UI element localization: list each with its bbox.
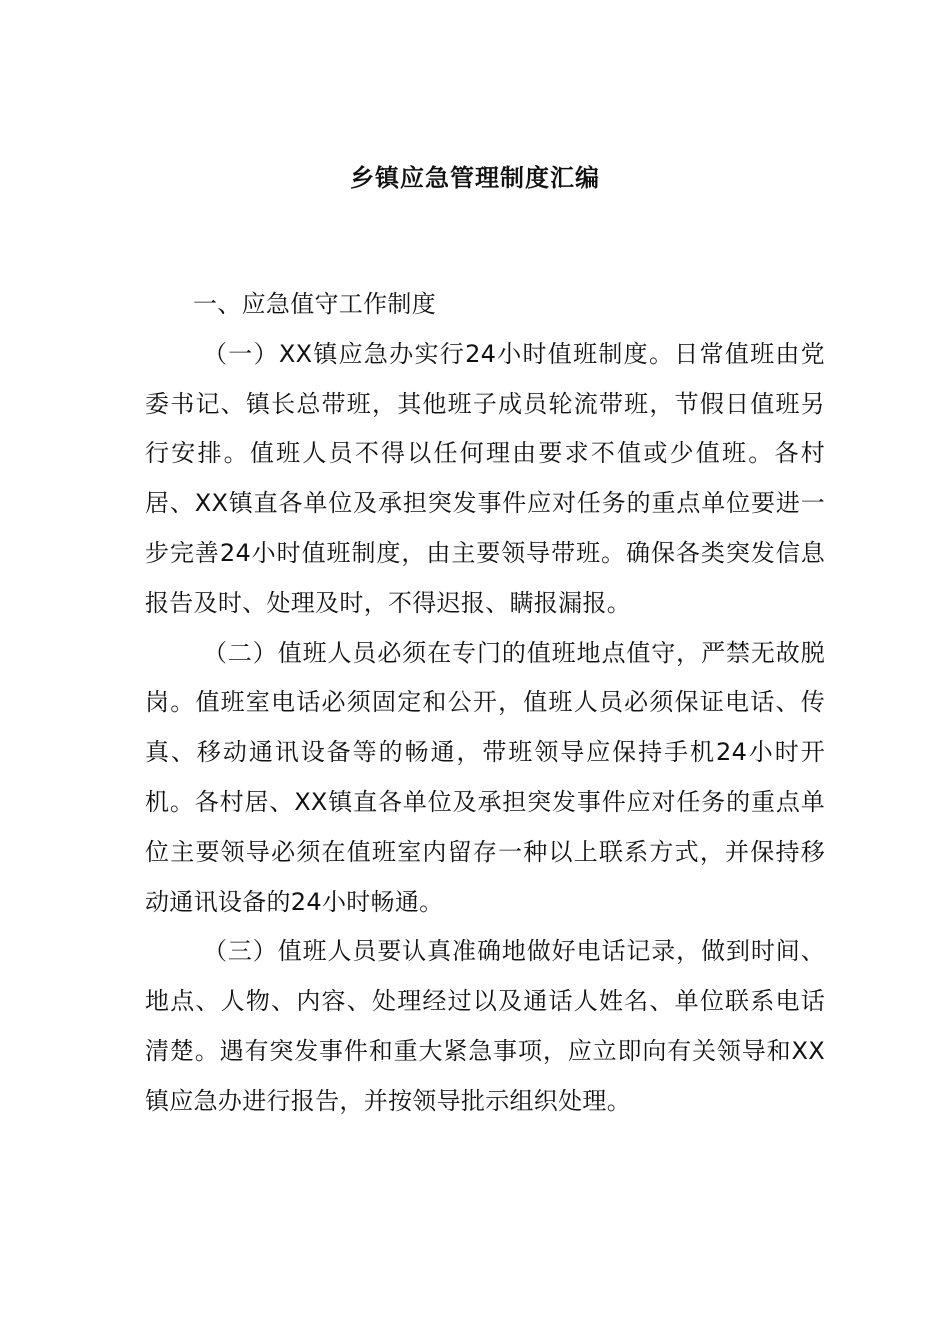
paragraph-2: （二）值班人员必须在专门的值班地点值守，严禁无故脱岗。值班室电话必须固定和公开，值班人员必须保证电话、传真、移动通讯设备等的畅通，带班领导应保持手机24小时开机。各村居、XX镇直各单位及承担突发事件应对任务的重点单位主要领导必须在值班室内留存一种以上联系方式，并保持移动通讯设备的24小时畅通。 [145, 638, 825, 916]
paragraph-1: （一）XX镇应急办实行24小时值班制度。日常值班由党委书记、镇长总带班，其他班子成员轮流带班，节假日值班另行安排。值班人员不得以任何理由要求不值或少值班。各村居、XX镇直各单位及承担突发事件应对任务的重点单位要进一步完善24小时值班制度，由主要领导带班。确保各类突发信息报告及时、处理及时，不得迟报、瞒报漏报。 [145, 339, 825, 617]
paragraph-3: （三）值班人员要认真准确地做好电话记录，做到时间、地点、人物、内容、处理经过以及通话人姓名、单位联系电话清楚。遇有突发事件和重大紧急事项，应立即向有关领导和XX镇应急办进行报告，并按领导批示组织处理。 [145, 937, 825, 1115]
document-title: 乡镇应急管理制度汇编 [350, 164, 600, 192]
document-body [145, 280, 825, 1127]
section-heading: 一、应急值守工作制度 [193, 290, 436, 318]
